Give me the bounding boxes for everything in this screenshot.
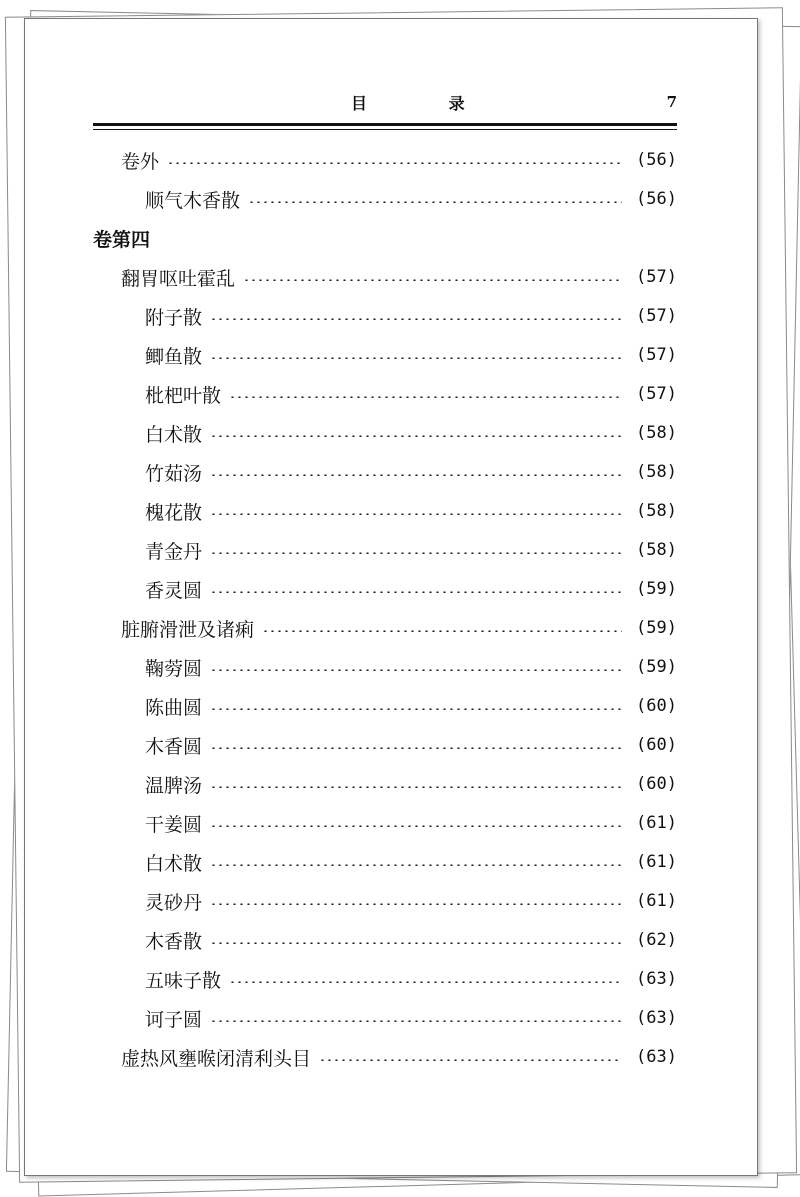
dot-leader — [210, 864, 622, 866]
header-rule — [93, 123, 677, 126]
toc-entry[interactable] — [145, 184, 677, 214]
toc-entry-title: 温脾汤 — [145, 774, 203, 797]
dot-leader — [262, 630, 622, 632]
toc-entry-page: (57) — [636, 306, 677, 326]
header-rule — [93, 129, 677, 130]
toc-entry-title: 木香圆 — [145, 735, 203, 758]
page-header — [93, 91, 677, 121]
toc-entry-page: (58) — [636, 540, 677, 560]
toc-entry-page: (63) — [636, 1047, 677, 1067]
toc-entry[interactable] — [145, 925, 677, 955]
toc-entry-title: 虚热风壅喉闭清利头目 — [121, 1047, 312, 1070]
dot-leader — [229, 396, 622, 398]
toc-entry[interactable] — [145, 1003, 677, 1033]
toc-entry-page: (56) — [636, 150, 677, 170]
toc-entry-page: (63) — [636, 969, 677, 989]
toc-entry[interactable] — [145, 964, 677, 994]
toc-entry-title: 翻胃呕吐霍乱 — [121, 267, 236, 290]
toc-entry-title: 木香散 — [145, 930, 203, 953]
toc-entry-page: (58) — [636, 501, 677, 521]
toc-entry[interactable] — [145, 886, 677, 916]
toc-entry[interactable] — [145, 340, 677, 370]
dot-leader — [210, 786, 622, 788]
dot-leader — [210, 1020, 622, 1022]
dot-leader — [229, 981, 622, 983]
dot-leader — [167, 162, 622, 164]
dot-leader — [210, 552, 622, 554]
dot-leader — [210, 474, 622, 476]
dot-leader — [210, 357, 622, 359]
dot-leader — [210, 942, 622, 944]
toc-entry[interactable] — [145, 457, 677, 487]
toc-entry-page: (59) — [636, 618, 677, 638]
toc-entry-title: 附子散 — [145, 306, 203, 329]
toc-entry-page: (61) — [636, 891, 677, 911]
toc-entry-title: 脏腑滑泄及诸痢 — [121, 618, 255, 641]
header-title: 目 录 — [351, 94, 503, 113]
dot-leader — [248, 201, 622, 203]
toc-entry-page: (57) — [636, 267, 677, 287]
document-page — [24, 18, 758, 1176]
toc-entry[interactable] — [145, 496, 677, 526]
dot-leader — [210, 669, 622, 671]
dot-leader — [210, 513, 622, 515]
toc-entry-title: 白术散 — [145, 423, 203, 446]
dot-leader — [210, 747, 622, 749]
toc-entry-title: 诃子圆 — [145, 1008, 203, 1031]
toc-entry[interactable] — [121, 262, 677, 292]
toc-entry[interactable] — [145, 379, 677, 409]
toc-entry[interactable] — [121, 613, 677, 643]
toc-entry-title: 枇杷叶散 — [145, 384, 222, 407]
dot-leader — [319, 1059, 622, 1061]
toc-entry-title: 香灵圆 — [145, 579, 203, 602]
toc-entry-page: (60) — [636, 735, 677, 755]
toc-entry-page: (58) — [636, 423, 677, 443]
toc-entry[interactable] — [145, 301, 677, 331]
toc-entry[interactable] — [121, 145, 677, 175]
toc-entry[interactable] — [145, 769, 677, 799]
page-number: 7 — [666, 93, 677, 111]
toc-entry-page: (60) — [636, 774, 677, 794]
toc-entry[interactable] — [145, 808, 677, 838]
toc-section-title: 卷第四 — [93, 228, 151, 251]
dot-leader — [210, 435, 622, 437]
toc-entry-title: 顺气木香散 — [145, 189, 241, 212]
toc-entry-title: 白术散 — [145, 852, 203, 875]
toc-entry-title: 灵砂丹 — [145, 891, 203, 914]
toc-entry-title: 青金丹 — [145, 540, 203, 563]
toc-entry-page: (59) — [636, 579, 677, 599]
toc-entry[interactable] — [121, 1042, 677, 1072]
toc-entry-page: (63) — [636, 1008, 677, 1028]
toc-entry[interactable] — [145, 691, 677, 721]
toc-entry[interactable] — [145, 652, 677, 682]
dot-leader — [210, 591, 622, 593]
dot-leader — [210, 318, 622, 320]
toc-entry-title: 五味子散 — [145, 969, 222, 992]
toc-entry-page: (57) — [636, 384, 677, 404]
dot-leader — [210, 903, 622, 905]
toc-entry-page: (60) — [636, 696, 677, 716]
toc-entry-page: (58) — [636, 462, 677, 482]
dot-leader — [210, 825, 622, 827]
toc-entry[interactable] — [145, 730, 677, 760]
toc-entry-page: (62) — [636, 930, 677, 950]
toc-entry-title: 竹茹汤 — [145, 462, 203, 485]
toc-entry-title: 鞠䓖圆 — [145, 657, 203, 680]
toc-entry-title: 卷外 — [121, 150, 160, 173]
toc-entry[interactable] — [145, 418, 677, 448]
toc-entry-page: (56) — [636, 189, 677, 209]
dot-leader — [210, 708, 622, 710]
dot-leader — [243, 279, 622, 281]
toc-entry[interactable] — [145, 574, 677, 604]
toc-entry-title: 干姜圆 — [145, 813, 203, 836]
toc-entry[interactable] — [145, 847, 677, 877]
toc-entry-page: (61) — [636, 852, 677, 872]
toc-entry-page: (57) — [636, 345, 677, 365]
toc-section-heading[interactable] — [93, 223, 677, 253]
toc-entry-page: (61) — [636, 813, 677, 833]
toc-entry-title: 陈曲圆 — [145, 696, 203, 719]
toc-entry-title: 槐花散 — [145, 501, 203, 524]
toc-entry-title: 鲫鱼散 — [145, 345, 203, 368]
toc-entry[interactable] — [145, 535, 677, 565]
toc-entry-page: (59) — [636, 657, 677, 677]
